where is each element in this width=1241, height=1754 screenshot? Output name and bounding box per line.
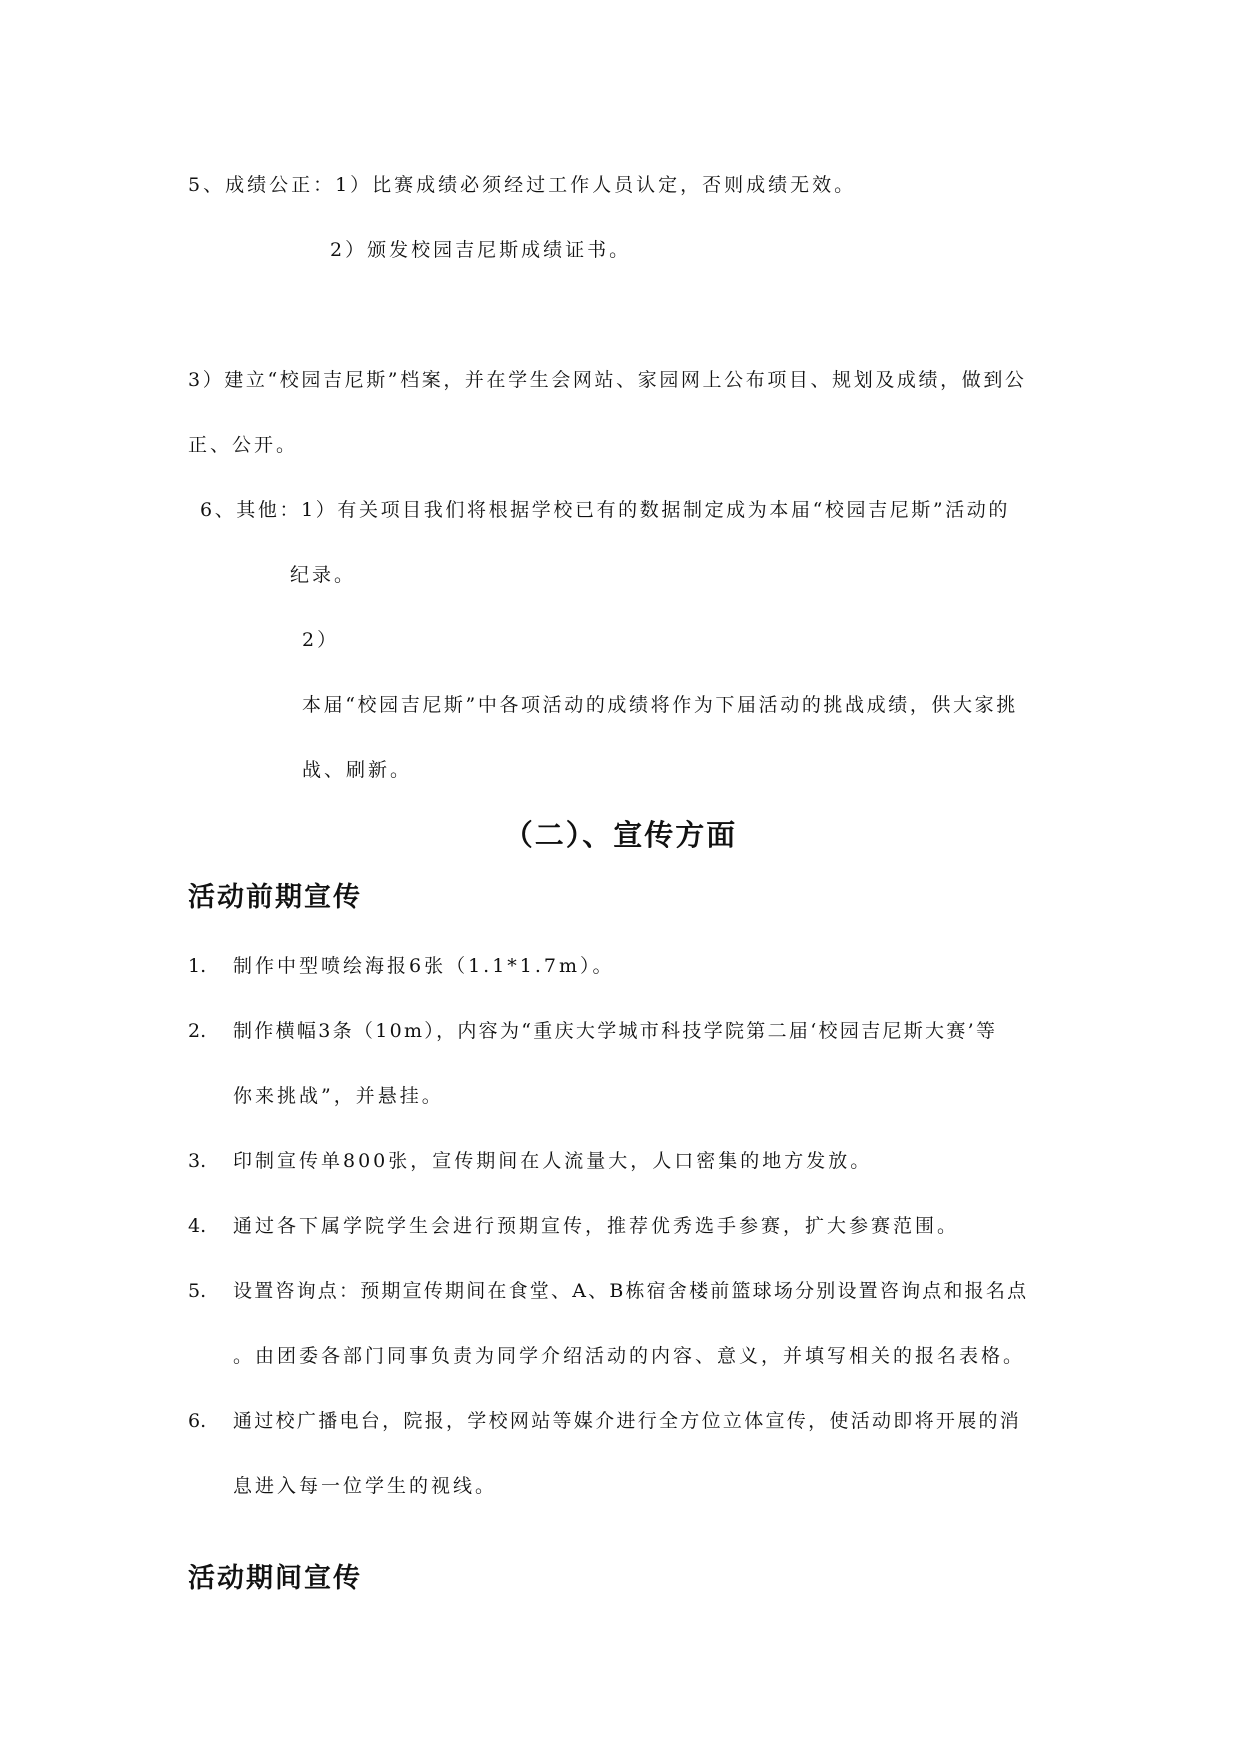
list-item: 印制宣传单800张，宣传期间在人流量大，人口密集的地方发放。: [233, 1150, 873, 1172]
list-item-number: 1.: [188, 955, 207, 977]
list-item: 制作横幅3条（10m），内容为“重庆大学城市科技学院第二届‘校园吉尼斯大赛’等: [233, 1020, 998, 1042]
pre-activity-title: 活动前期宣传: [188, 882, 362, 913]
section6-line4: 本届“校园吉尼斯”中各项活动的成绩将作为下届活动的挑战成绩，供大家挑: [302, 694, 1018, 716]
section5-line3: 3）建立“校园吉尼斯”档案，并在学生会网站、家园网上公布项目、规划及成绩，做到公: [188, 369, 1027, 391]
section6-line1: 6、其他：1）有关项目我们将根据学校已有的数据制定成为本届“校园吉尼斯”活动的: [200, 499, 1011, 521]
list-item-number: 2.: [188, 1020, 207, 1042]
list-item: 通过校广播电台，院报，学校网站等媒介进行全方位立体宣传，使活动即将开展的消: [233, 1410, 1022, 1432]
list-item-number: 6.: [188, 1410, 207, 1432]
section5-line1: 5、成绩公正：1）比赛成绩必须经过工作人员认定，否则成绩无效。: [188, 174, 857, 196]
section6-line5: 战、刷新。: [302, 759, 413, 781]
list-item: 通过各下属学院学生会进行预期宣传，推荐优秀选手参赛，扩大参赛范围。: [233, 1215, 960, 1237]
section6-line3: 2）: [302, 629, 340, 651]
list-item: 你来挑战”，并悬挂。: [233, 1085, 444, 1107]
list-item: 制作中型喷绘海报6张（1.1*1.7m）。: [233, 955, 615, 977]
section5-line2: 2）颁发校园吉尼斯成绩证书。: [330, 239, 632, 261]
section6-line2: 纪录。: [290, 564, 357, 586]
list-item-number: 4.: [188, 1215, 207, 1237]
section5-line4: 正、公开。: [188, 434, 299, 456]
heading-publicity: （二）、宣传方面: [503, 818, 738, 852]
list-item-number: 5.: [188, 1280, 207, 1302]
during-activity-title: 活动期间宣传: [188, 1563, 362, 1594]
list-item: 。由团委各部门同事负责为同学介绍活动的内容、意义，并填写相关的报名表格。: [233, 1345, 1026, 1367]
list-item: 设置咨询点：预期宣传期间在食堂、A、B栋宿舍楼前篮球场分别设置咨询点和报名点: [233, 1280, 1029, 1302]
list-item: 息进入每一位学生的视线。: [233, 1475, 498, 1497]
list-item-number: 3.: [188, 1150, 207, 1172]
